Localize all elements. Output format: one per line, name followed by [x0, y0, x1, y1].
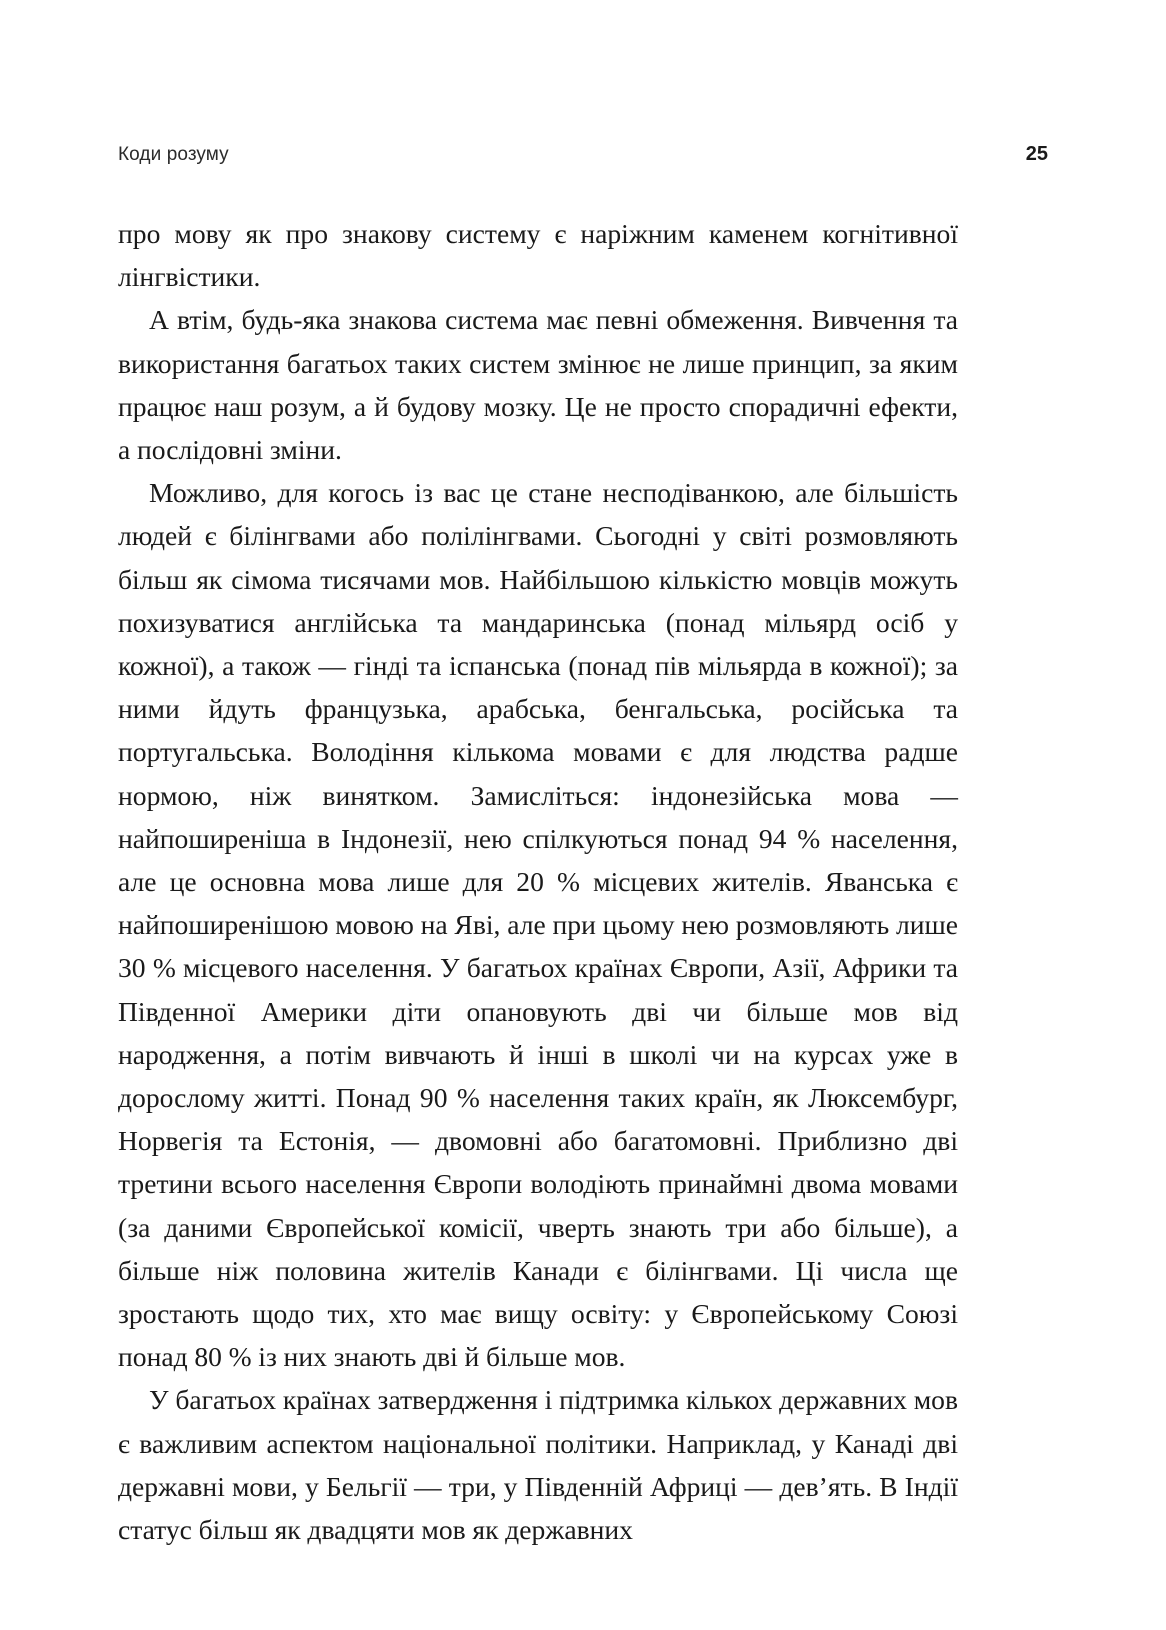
running-head-title: Коди розуму [118, 144, 229, 165]
body-text [118, 212, 958, 1551]
running-head [118, 143, 1048, 173]
paragraph: А втім, будь-яка знакова система має певні обмеження. Вивчення та використання багатьох таких систем змінює не лише принцип, за яким працює наш розум, а й будову мозку. Це не просто спорадичні ефекти, а послідовні зміни. [118, 304, 958, 466]
paragraph: Можливо, для когось із вас це стане несподіванкою, але більшість людей є білінгвами або полілінгвами. Сьогодні у світі розмовляють більш як сімома тисячами мов. Найбільшою кількістю мовців можуть похизуватися англійська та мандаринська (понад мільярд осіб у кожної), а також — гінді та іспанська (понад пів мільярда в кожної); за ними йдуть французька, арабська, бенгальська, російська та португальська. Володіння кількома мовами є для людства радше нормою, ніж винятком. Замисліться: індонезійська мова — найпоширеніша в Індонезії, нею спілкуються понад 94 % населення, але це основна мова лише для 20 % місцевих жителів. Яванська є найпоширенішою мовою на Яві, але при цьому нею розмовляють лише 30 % місцевого населення. У багатьох країнах Європи, Азії, Африки та Південної Америки діти опановують дві чи більше мов від народження, а потім вивчають й інші в школі чи на курсах уже в дорослому житті. Понад 90 % населення таких країн, як Люксембург, Норвегія та Естонія, — двомовні або багатомовні. Приблизно дві третини всього населення Європи володіють принаймні двома мовами (за даними Європейської комісії, чверть знають три або більше), а більше ніж половина жителів Канади є білінгвами. Ці числа ще зростають щодо тих, хто має вищу освіту: у Європейському Союзі понад 80 % із них знають дві й більше мов. [118, 477, 958, 1373]
page-number: 25 [1025, 143, 1048, 165]
paragraph: про мову як про знакову систему є наріжним каменем когнітивної лінгвістики. [118, 218, 958, 293]
paragraph: У багатьох країнах затвердження і підтримка кількох державних мов є важливим аспектом національної політики. Наприклад, у Канаді дві державні мови, у Бельгії — три, у Південній Африці — дев’ять. В Індії статус більш як двадцяти мов як державних [118, 1384, 958, 1546]
